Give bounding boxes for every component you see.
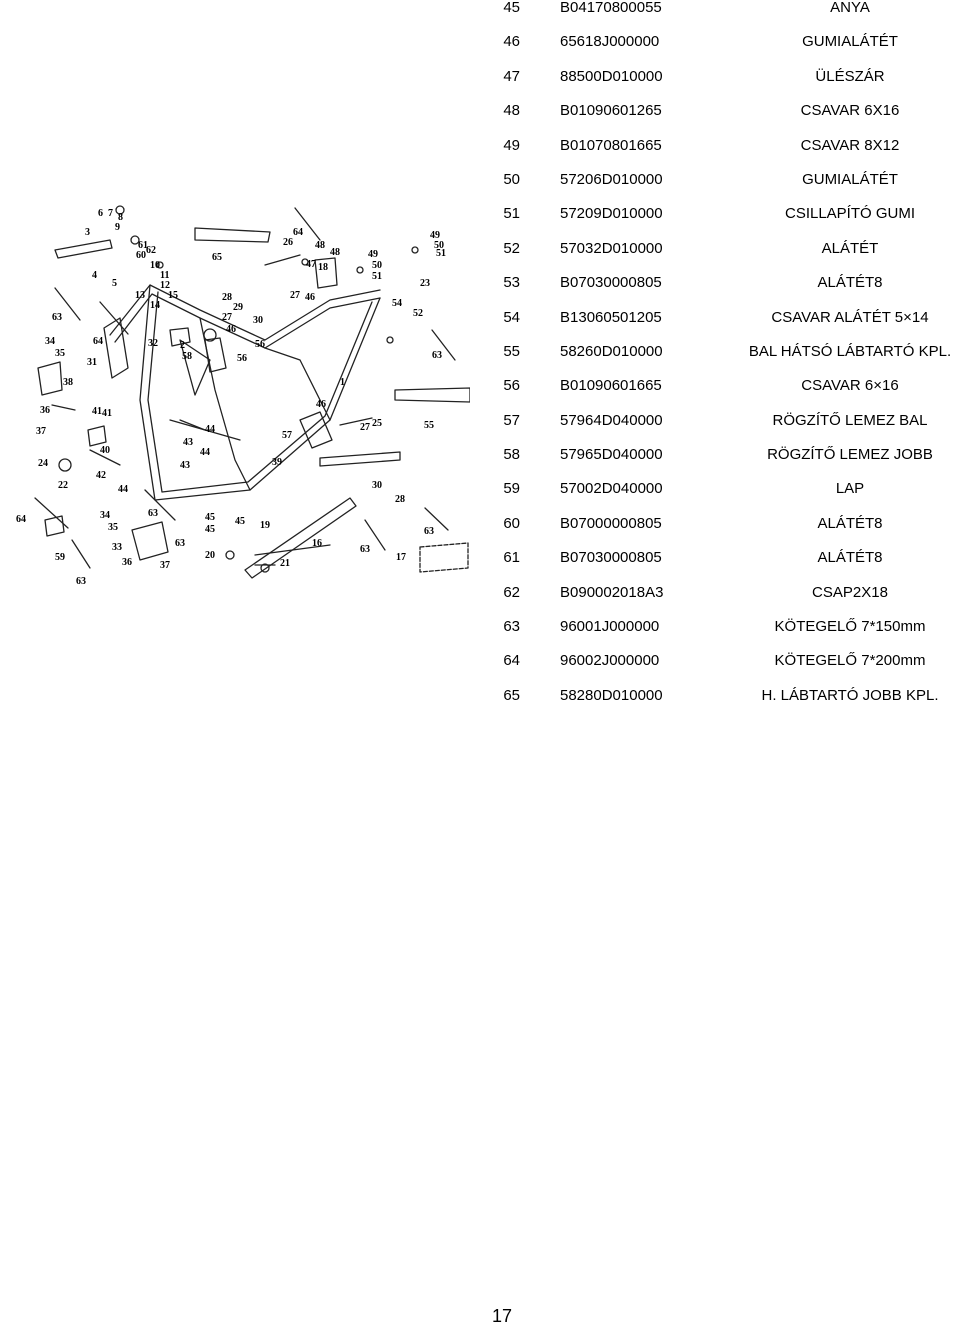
table-row [480, 34, 960, 68]
table-row [480, 275, 960, 309]
callout-label: 64 [93, 336, 103, 347]
callout-label: 63 [175, 538, 185, 549]
callout-label: 51 [436, 248, 446, 259]
part-code: 58280D010000 [560, 686, 663, 704]
part-code: 96002J000000 [560, 652, 660, 670]
part-number: 52 [503, 239, 520, 257]
table-row [480, 653, 960, 687]
part-number: 47 [503, 67, 520, 85]
part-name: ALÁTÉT [821, 239, 879, 257]
callout-label: 28 [222, 292, 232, 303]
part-number: 59 [503, 480, 520, 498]
bolt-9 [59, 459, 71, 471]
callout-label: 19 [260, 520, 270, 531]
part-code: 57002D040000 [560, 480, 663, 498]
part-name: CSAVAR ALÁTÉT 5×14 [771, 308, 929, 326]
part-code: B07030000805 [560, 274, 662, 292]
callout-label: 63 [76, 576, 86, 587]
part-number: 51 [503, 205, 520, 223]
part-number: 46 [503, 33, 520, 51]
callout-label: 39 [272, 457, 282, 468]
part-code: B090002018A3 [560, 583, 664, 601]
callout-label: 57 [282, 430, 292, 441]
callout-label: 29 [233, 302, 243, 313]
callout-label: 31 [87, 357, 97, 368]
page-number: 17 [492, 1306, 513, 1326]
callout-label: 46 [226, 324, 236, 335]
callout-label: 35 [108, 522, 118, 533]
plate-40 [88, 426, 106, 446]
part-code: 57965D040000 [560, 446, 663, 464]
part-code: 88500D010000 [560, 67, 663, 85]
callout-label: 63 [424, 526, 434, 537]
table-row [480, 413, 960, 447]
callout-label: 49 [430, 230, 440, 241]
callout-label: 44 [205, 424, 215, 435]
part-code: B01090601665 [560, 377, 662, 395]
callout-label: 22 [58, 480, 68, 491]
callout-label: 11 [160, 270, 170, 281]
part-number: 54 [503, 308, 520, 326]
table-row [480, 172, 960, 206]
callout-label: 30 [372, 480, 382, 491]
rod-44 [180, 420, 205, 430]
frame-cradle [200, 318, 250, 490]
part-number: 60 [503, 514, 520, 532]
callout-label: 44 [118, 484, 128, 495]
bolt-5 [357, 267, 363, 273]
callout-label: 28 [395, 494, 405, 505]
table-row [480, 206, 960, 240]
callout-label: 61 [138, 240, 148, 251]
part-code: 58260D010000 [560, 342, 663, 360]
bracket-33 [132, 522, 168, 560]
table-row [480, 310, 960, 344]
callout-label: 46 [305, 292, 315, 303]
part-name: ALÁTÉT8 [817, 549, 883, 567]
table-row [480, 378, 960, 412]
callout-label: 42 [96, 470, 106, 481]
part-code: B01070801665 [560, 136, 662, 154]
table-row [480, 69, 960, 103]
part-number: 50 [503, 170, 520, 188]
part-name: GUMIALÁTÉT [802, 170, 898, 188]
callout-label: 6 [98, 208, 103, 219]
callout-label: 63 [432, 350, 442, 361]
callout-label: 8 [118, 212, 123, 223]
table-row [480, 103, 960, 137]
callout-label: 37 [36, 426, 46, 437]
part-code: 57964D040000 [560, 411, 663, 429]
callout-label: 43 [180, 460, 190, 471]
part-number: 64 [503, 652, 520, 670]
part-number: 58 [503, 446, 520, 464]
bolt-6 [412, 247, 418, 253]
callout-label: 18 [318, 262, 328, 273]
callout-label: 24 [38, 458, 48, 469]
callout-label: 38 [63, 377, 73, 388]
part-code: B13060501205 [560, 308, 662, 326]
callout-label: 20 [205, 550, 215, 561]
callout-label: 45 [235, 516, 245, 527]
callout-label: 17 [396, 552, 406, 563]
part-name: ANYA [830, 0, 870, 16]
part-code: 57032D010000 [560, 239, 663, 257]
callout-label: 49 [368, 249, 378, 260]
part-name: CSAP2X18 [812, 583, 888, 601]
callout-label: 37 [160, 560, 170, 571]
callout-label: 64 [293, 227, 303, 238]
callout-label: 30 [253, 315, 263, 326]
part-number: 45 [503, 0, 520, 16]
callout-label: 35 [55, 348, 65, 359]
damper-26 [265, 255, 300, 265]
callout-label: 63 [148, 508, 158, 519]
part-code: B07030000805 [560, 549, 662, 567]
parts-table [480, 0, 960, 722]
callout-label: 54 [392, 298, 402, 309]
part-number: 62 [503, 583, 520, 601]
table-row [480, 241, 960, 275]
part-number: 49 [503, 136, 520, 154]
part-name: H. LÁBTARTÓ JOBB KPL. [761, 686, 939, 704]
table-row [480, 585, 960, 619]
part-code: 57206D010000 [560, 170, 663, 188]
part-name: ALÁTÉT8 [817, 274, 883, 292]
callout-label: 41 [102, 408, 112, 419]
callout-label: 33 [112, 542, 122, 553]
callout-label: 56 [237, 353, 247, 364]
callout-label: 51 [372, 271, 382, 282]
part-number: 55 [503, 342, 520, 360]
callout-label: 27 [222, 312, 232, 323]
part-code: B04170800055 [560, 0, 662, 16]
part-number: 63 [503, 618, 520, 636]
part-code: B01090601265 [560, 102, 662, 120]
callout-label: 36 [40, 405, 50, 416]
part-name: BAL HÁTSÓ LÁBTARTÓ KPL. [748, 342, 952, 360]
bolt-7 [387, 337, 393, 343]
part-name: RÖGZÍTŐ LEMEZ BAL [772, 411, 928, 429]
callout-label: 9 [115, 222, 120, 233]
table-row [480, 447, 960, 481]
part-number: 65 [503, 686, 520, 704]
part-code: 96001J000000 [560, 618, 660, 636]
frame-upper-tube [110, 285, 380, 340]
part-code: 57209D010000 [560, 205, 663, 223]
part-name: GUMIALÁTÉT [802, 33, 898, 51]
callout-label: 27 [360, 422, 370, 433]
callout-label: 55 [424, 420, 434, 431]
callout-label: 4 [92, 270, 97, 281]
part-name: ALÁTÉT8 [817, 514, 883, 532]
table-row [480, 138, 960, 172]
callout-label: 52 [413, 308, 423, 319]
callout-label: 32 [148, 338, 158, 349]
callout-label: 45 [205, 512, 215, 523]
callout-label: 15 [168, 290, 178, 301]
callout-label: 63 [52, 312, 62, 323]
part-name: CSILLAPÍTÓ GUMI [784, 205, 916, 223]
callout-label: 50 [372, 260, 382, 271]
callout-label: 59 [55, 552, 65, 563]
callout-label: 34 [45, 336, 55, 347]
callout-label: 58 [182, 351, 192, 362]
callout-label: 36 [122, 557, 132, 568]
frame-exploded-diagram [0, 190, 470, 600]
callout-label: 21 [280, 558, 290, 569]
callout-label: 40 [100, 445, 110, 456]
side-stand-17 [420, 543, 468, 572]
diagram-callouts [16, 208, 446, 587]
table-row [480, 481, 960, 515]
part-name: KÖTEGELŐ 7*150mm [774, 618, 926, 636]
frame-drawing [35, 206, 470, 578]
table-row [480, 619, 960, 653]
part-name: CSAVAR 6X16 [800, 102, 900, 120]
callout-label: 5 [112, 278, 117, 289]
part-code: B07000000805 [560, 514, 662, 532]
cable-tie-59 [72, 540, 90, 568]
callout-label: 34 [100, 510, 110, 521]
callout-label: 25 [372, 418, 382, 429]
footrest-bracket-55 [395, 388, 470, 402]
callout-label: 44 [200, 447, 210, 458]
callout-label: 48 [315, 240, 325, 251]
callout-label: 14 [150, 300, 160, 311]
rod-36 [52, 405, 75, 410]
footrest-bracket-65 [195, 228, 270, 242]
callout-label: 47 [306, 259, 316, 270]
callout-label: 43 [183, 437, 193, 448]
callout-label: 1 [340, 377, 345, 388]
callout-label: 50 [434, 240, 444, 251]
callout-label: 64 [16, 514, 26, 525]
part-number: 56 [503, 377, 520, 395]
callout-label: 46 [316, 399, 326, 410]
callout-label: 27 [290, 290, 300, 301]
callout-label: 16 [312, 538, 322, 549]
part-number: 61 [503, 549, 520, 567]
part-name: CSAVAR 8X12 [800, 136, 900, 154]
table-row [480, 344, 960, 378]
part-name: KÖTEGELŐ 7*200mm [774, 652, 926, 670]
callout-label: 45 [205, 524, 215, 535]
callout-label: 26 [283, 237, 293, 248]
rack-3 [55, 240, 112, 258]
callout-label: 48 [330, 247, 340, 258]
callout-label: 13 [135, 290, 145, 301]
callout-label: 65 [212, 252, 222, 263]
footrest-bracket-57 [320, 452, 400, 466]
callout-label: 7 [108, 208, 113, 219]
table-row [480, 550, 960, 584]
table-row [480, 516, 960, 550]
part-name: RÖGZÍTŐ LEMEZ JOBB [767, 446, 933, 464]
callout-label: 23 [420, 278, 430, 289]
plate-59 [45, 516, 64, 536]
callout-label: 12 [160, 280, 170, 291]
part-number: 57 [503, 411, 520, 429]
table-row [480, 0, 960, 34]
part-code: 65618J000000 [560, 33, 660, 51]
callout-label: 56 [255, 339, 265, 350]
callout-label: 10 [150, 260, 160, 271]
part-name: ÜLÉSZÁR [815, 67, 885, 85]
part-name: LAP [835, 480, 865, 498]
callout-label: 63 [360, 544, 370, 555]
callout-label: 3 [85, 227, 90, 238]
callout-label: 2 [180, 340, 185, 351]
callout-label: 41 [92, 406, 102, 417]
engine-mount-38 [38, 362, 62, 395]
part-number: 53 [503, 274, 520, 292]
part-name: CSAVAR 6×16 [801, 377, 899, 395]
callout-label: 60 [136, 250, 146, 261]
callout-label: 62 [146, 245, 156, 256]
part-number: 48 [503, 102, 520, 120]
bolt-11 [226, 551, 234, 559]
table-row [480, 688, 960, 722]
